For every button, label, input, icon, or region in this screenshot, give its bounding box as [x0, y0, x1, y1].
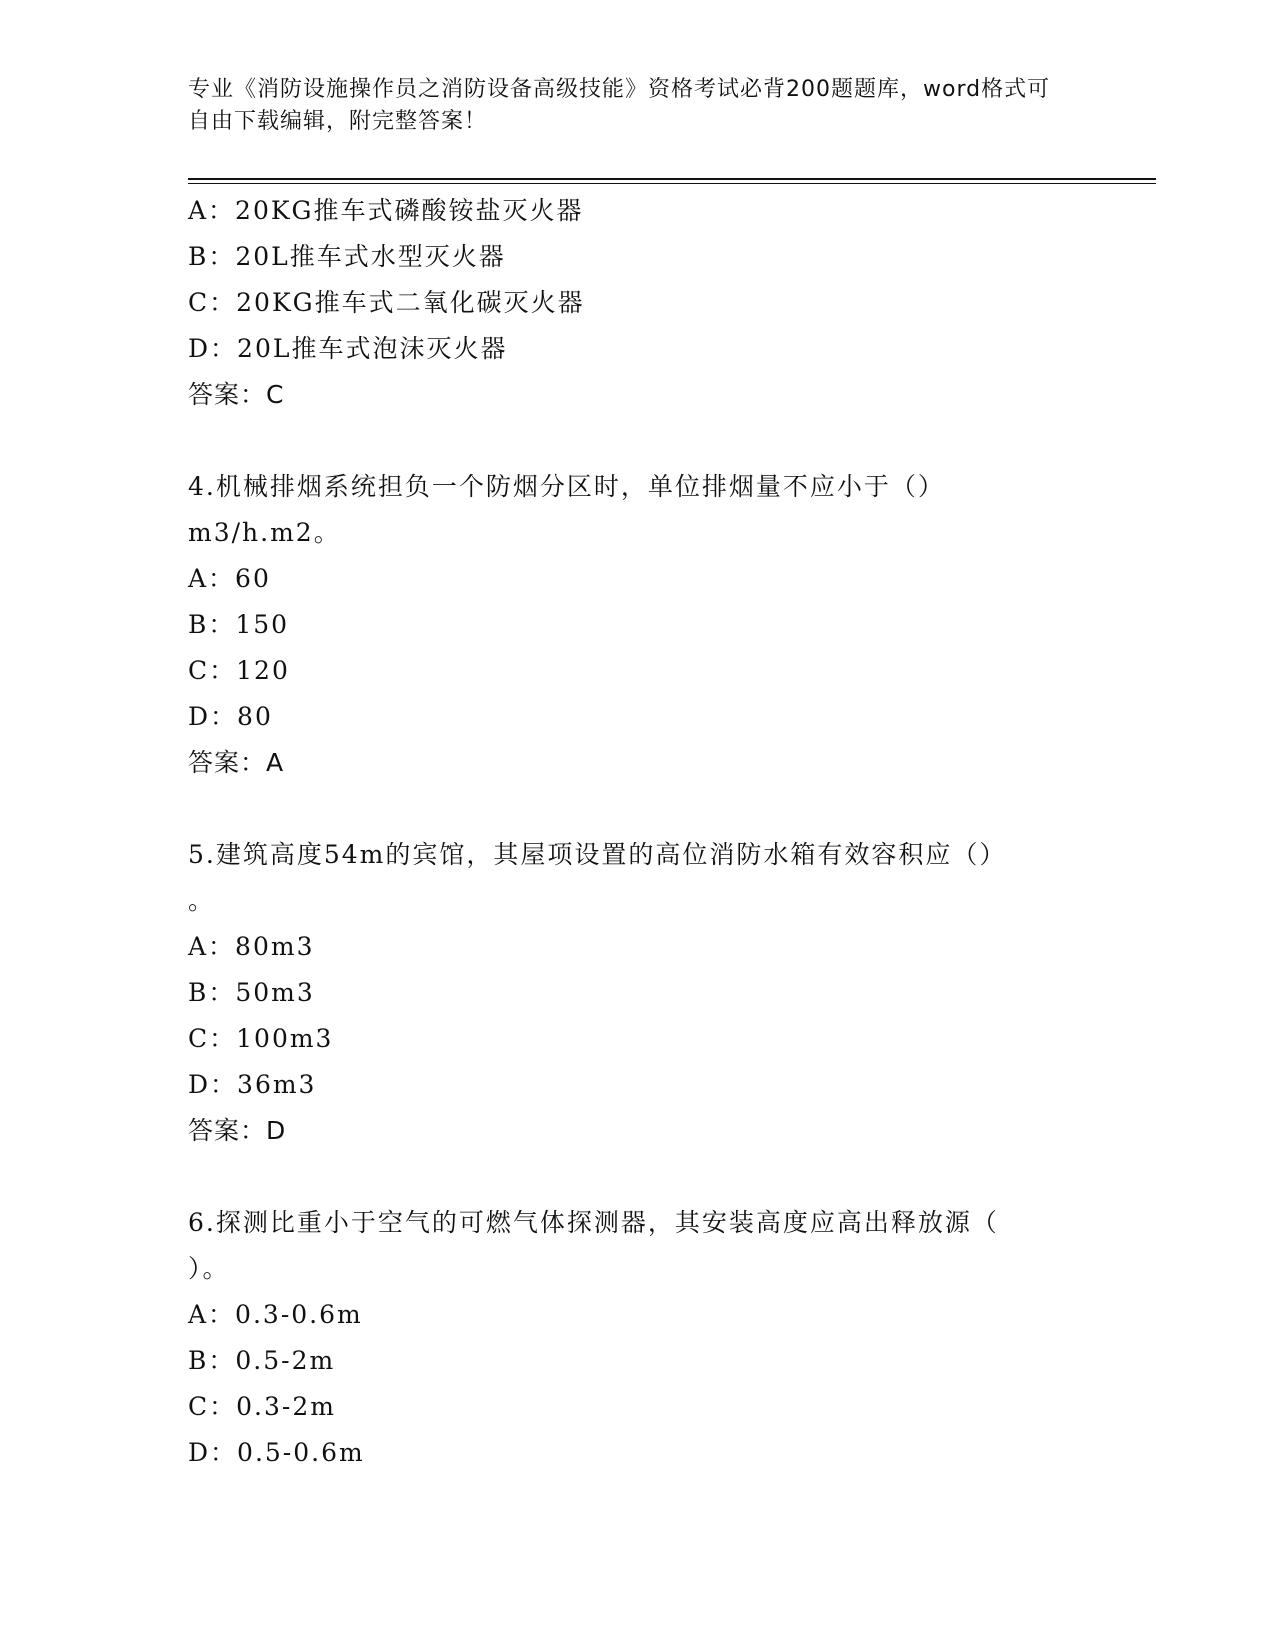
- question-stem-continued: 。: [188, 886, 216, 915]
- question-5: [188, 832, 1088, 1154]
- document-header: 专业《消防设施操作员之消防设备高级技能》资格考试必背200题题库，word格式可自由下载编辑，附完整答案！: [188, 77, 1051, 134]
- spacer: [188, 418, 1088, 464]
- header-rule-thin: [188, 183, 1156, 184]
- option-a: A：20KG推车式磷酸铵盐灭火器: [188, 196, 584, 225]
- question-stem-continued: ）。: [188, 1254, 230, 1283]
- question-stem: 5.建筑高度54m的宾馆，其屋项设置的高位消防水箱有效容积应（）: [188, 840, 1007, 869]
- option-b: B：20L推车式水型灭火器: [188, 242, 506, 271]
- option-d: D：0.5-0.6m: [188, 1438, 365, 1467]
- header-rule-thick: [188, 178, 1156, 180]
- option-b: B：0.5-2m: [188, 1346, 336, 1375]
- option-c: C：0.3-2m: [188, 1392, 336, 1421]
- spacer: [188, 786, 1088, 832]
- answer: 答案：D: [188, 1116, 287, 1145]
- question-stem-continued: m3/h.m2。: [188, 518, 341, 547]
- option-d: D：36m3: [188, 1070, 317, 1099]
- answer: 答案：C: [188, 380, 285, 409]
- question-4: [188, 464, 1088, 786]
- question-6: [188, 1200, 1088, 1476]
- option-c: C：100m3: [188, 1024, 334, 1053]
- question-stem: 6.探测比重小于空气的可燃气体探测器，其安装高度应高出释放源（: [188, 1208, 999, 1237]
- option-a: A：0.3-0.6m: [188, 1300, 363, 1329]
- option-d: D：20L推车式泡沫灭火器: [188, 334, 508, 363]
- option-d: D：80: [188, 702, 273, 731]
- option-b: B：50m3: [188, 978, 315, 1007]
- answer: 答案：A: [188, 748, 285, 777]
- option-a: A：60: [188, 564, 271, 593]
- option-b: B：150: [188, 610, 290, 639]
- question-list: [188, 188, 1088, 1476]
- option-a: A：80m3: [188, 932, 315, 961]
- question-stem: 4.机械排烟系统担负一个防烟分区时，单位排烟量不应小于（）: [188, 472, 945, 501]
- option-c: C：120: [188, 656, 290, 685]
- question-prev: [188, 188, 1088, 418]
- option-c: C：20KG推车式二氧化碳灭火器: [188, 288, 585, 317]
- spacer: [188, 1154, 1088, 1200]
